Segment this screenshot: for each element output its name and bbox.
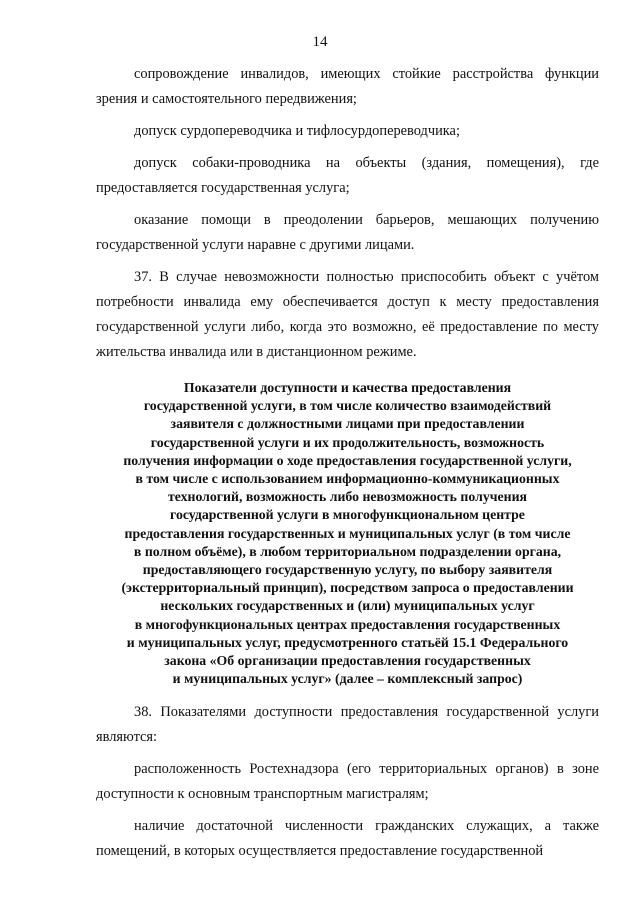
text-line: допуск сурдопереводчика и тифлосурдопереводчика;	[134, 123, 460, 139]
heading-line: и муниципальных услуг, предусмотренного статьёй 15.1 Федерального	[126, 634, 569, 650]
heading-line: в полном объёме), в любом территориальном подразделении органа,	[133, 543, 562, 559]
text-line: помещений, в которых осуществляется предоставление государственной	[96, 843, 544, 860]
text-line: 37. В случае невозможности полностью приспособить объект	[134, 269, 536, 285]
heading-line: предоставления государственных и муниципальных услуг (в том числе	[124, 525, 571, 541]
heading-line: в том числе с использованием информационно-коммуникационных	[135, 471, 560, 487]
text-line: услуги являются:	[96, 704, 599, 746]
heading-line: технологий, возможность либо невозможность получения	[167, 489, 528, 505]
paragraph	[96, 814, 599, 864]
heading-line: Показатели доступности и качества предоставления	[183, 380, 512, 395]
document-body	[96, 62, 599, 864]
paragraph	[96, 119, 599, 144]
paragraph	[96, 151, 599, 201]
heading-line: (экстерриториальный принцип), посредством запроса о предоставлении	[121, 580, 574, 596]
text-line: предоставления государственной услуги либо, когда это возможно,	[96, 294, 599, 335]
text-line: зрения и самостоятельного передвижения;	[96, 91, 357, 107]
text-line: доступности к основным транспортным магистралям;	[96, 786, 429, 803]
heading-line: государственной услуги, в том числе количество взаимодействий	[143, 398, 552, 414]
page-number: 14	[312, 34, 328, 50]
section-heading	[96, 379, 599, 688]
heading-line: нескольких государственных и (или) муниципальных услуг	[160, 598, 535, 614]
paragraph	[96, 700, 599, 750]
paragraphs-bottom	[96, 700, 599, 864]
heading-line: в многофункциональных центрах предоставления государственных	[134, 616, 561, 632]
heading-line: и муниципальных услуг» (далее – комплексный запрос)	[172, 671, 523, 687]
paragraph	[96, 208, 599, 258]
paragraphs-top	[96, 62, 599, 365]
text-line: оказание помощи в преодолении барьеров, мешающих получению	[134, 212, 599, 228]
text-line: расположенность Ростехнадзора (его территориальных органов) в зоне	[134, 761, 599, 778]
heading-line: заявителя с должностными лицами при предоставлении	[170, 416, 525, 432]
heading-line: закона «Об организации предоставления государственных	[164, 653, 531, 669]
text-line: её предоставление по месту жительства инвалида или в дистанционном	[96, 319, 599, 360]
text-line: с учётом потребности инвалида ему обеспечивается доступ к месту	[96, 269, 599, 310]
text-line: где предоставляется государственная услуга;	[96, 155, 599, 196]
heading-line: получения информации о ходе предоставления государственной услуги,	[123, 452, 572, 468]
paragraph	[96, 757, 599, 807]
heading-line: государственной услуги и их продолжительность, возможность	[150, 434, 545, 450]
text-line: 38. Показателями доступности предоставления государственной	[134, 704, 550, 721]
text-line: режиме.	[366, 344, 417, 360]
paragraph	[96, 62, 599, 112]
text-line: допуск собаки-проводника на объекты (здания, помещения),	[134, 155, 565, 171]
text-line: сопровождение инвалидов, имеющих стойкие расстройства функции	[134, 66, 599, 82]
text-line: государственной услуги наравне с другими лицами.	[96, 237, 415, 253]
text-line: наличие достаточной численности гражданских служащих, а также	[134, 818, 599, 835]
heading-line: предоставляющего государственную услугу, по выбору заявителя	[142, 562, 553, 578]
paragraph	[96, 265, 599, 365]
heading-line: государственной услуги в многофункциональном центре	[170, 507, 525, 523]
